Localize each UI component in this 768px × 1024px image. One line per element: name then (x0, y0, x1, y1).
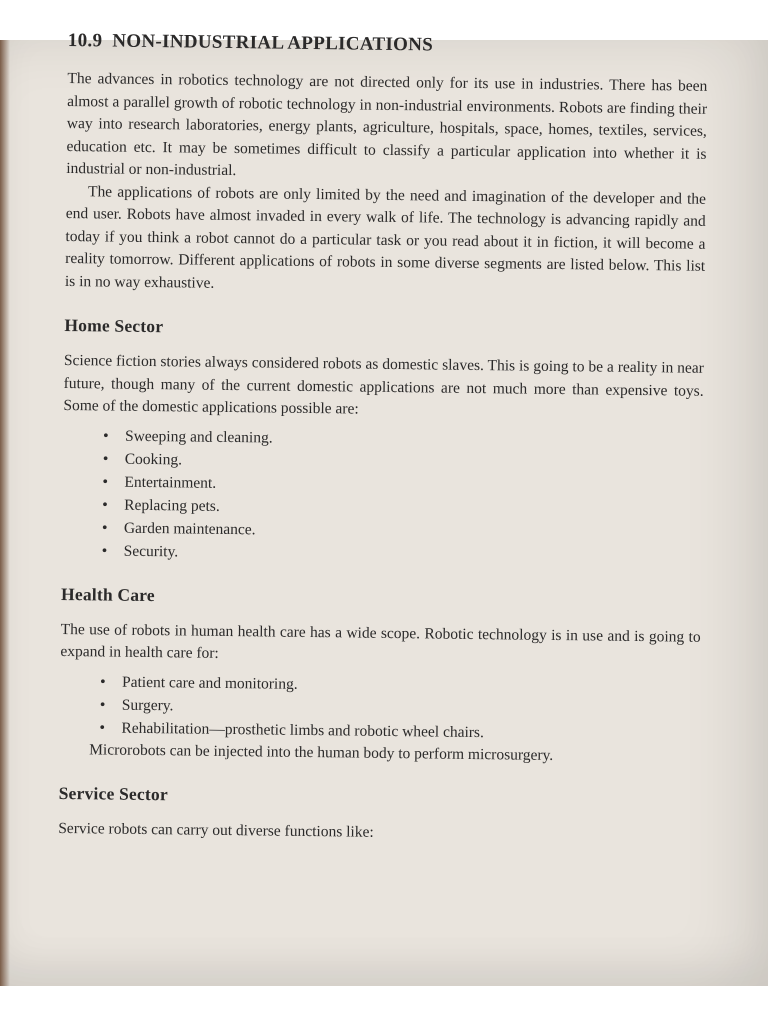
list-item: • Sweeping and cleaning. (103, 424, 703, 454)
intro-paragraph-2: The applications of robots are only limited by the need and imagination of the developer and the end user. Robots have almost invaded in every walk of life. The technology is advancing rapidly and today if you think a robot cannot do a particular task or you read about it in fiction, it will become a reality tomorrow. Different applications of robots in some diverse segments are listed below. This list is in no way exhaustive. (64, 182, 707, 292)
list-item: • Surgery. (100, 693, 700, 723)
page-edge-shadow (0, 40, 10, 986)
list-item: • Replacing pets. (102, 493, 702, 523)
home-sector-list (62, 423, 704, 569)
list-item: • Garden maintenance. (102, 516, 702, 546)
section-number: 10.9 (67, 30, 103, 52)
list-item: • Security. (102, 539, 702, 569)
section-title: NON-INDUSTRIAL APPLICATIONS (112, 30, 434, 56)
list-item: • Rehabilitation—prosthetic limbs and robotic wheel chairs. (99, 716, 699, 746)
list-item: • Patient care and monitoring. (100, 670, 700, 700)
health-care-note: Microrobots can be injected into the human body to perform microsurgery. (89, 740, 554, 764)
section-heading (68, 30, 708, 60)
list-item: • Entertainment. (102, 470, 702, 500)
intro-paragraph-1: The advances in robotics technology are not directed only for its use in industries. There has been almost a parallel growth of robotic technology in non-industrial environments. Robots are finding their way into research laboratories, energy plants, agriculture, hospitals, space, homes, textiles, services, education etc. It may be sometimes difficult to classify a particular application into whether it is industrial or non-industrial. (66, 69, 708, 180)
list-item: • Cooking. (103, 447, 703, 477)
service-sector-heading: Service Sector (58, 782, 168, 805)
service-sector-text: Service robots can carry out diverse functions like: (58, 819, 374, 841)
page-content (58, 30, 708, 848)
health-care-list (59, 669, 700, 746)
health-care-text: The use of robots in human health care has a wide scope. Robotic technology is in use and is going to expand in health care for: (60, 620, 701, 662)
health-care-heading: Health Care (60, 583, 155, 605)
home-sector-text: Science fiction stories always considered robots as domestic slaves. This is going to be a reality in near future, though many of the current domestic applications are not much more than expensive toys. Some of the domestic applications possible are: (63, 351, 705, 418)
home-sector-heading: Home Sector (64, 314, 164, 337)
